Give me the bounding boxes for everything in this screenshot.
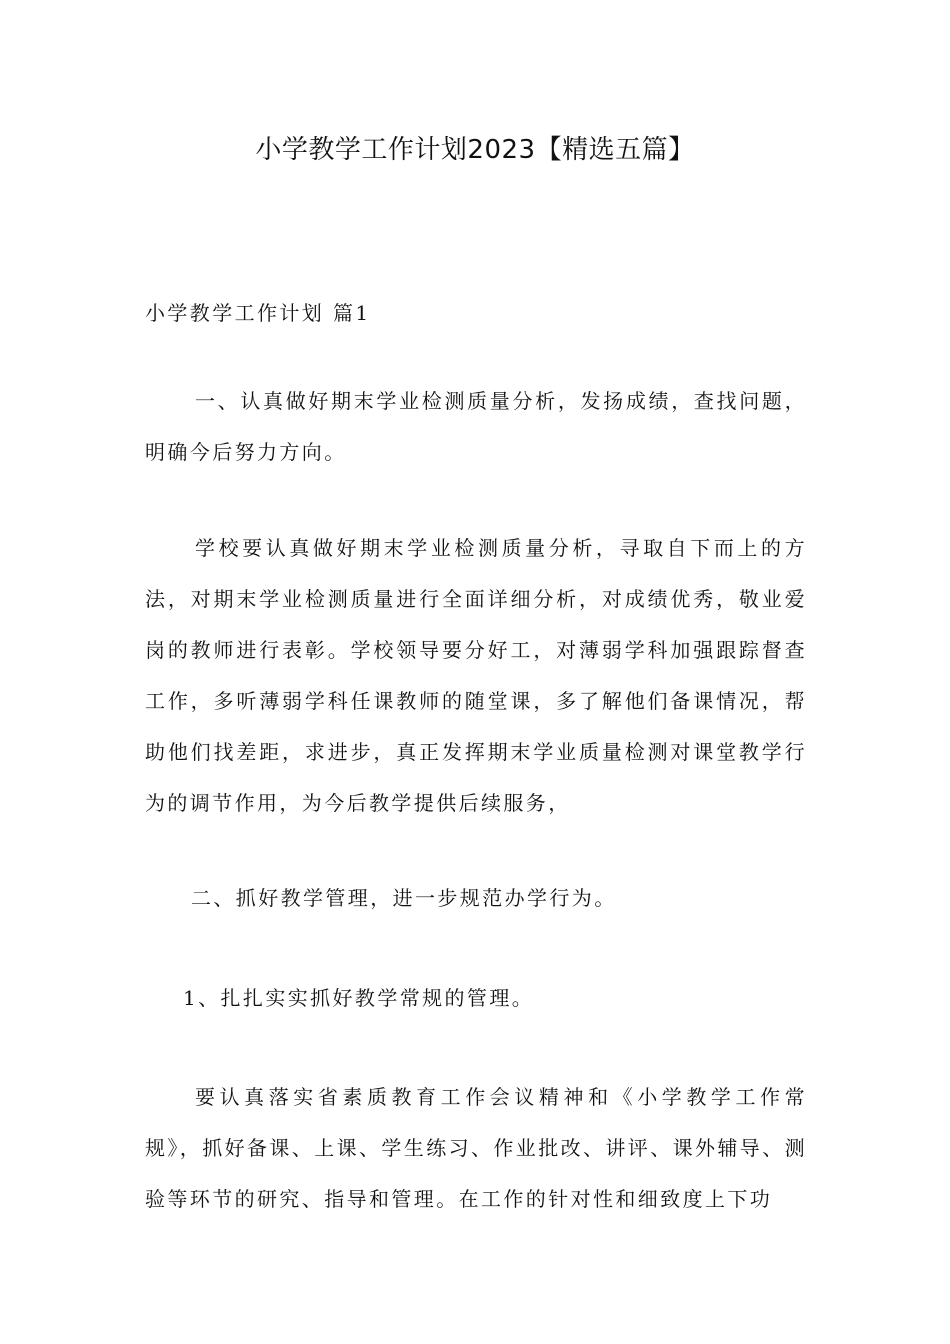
section-heading: 小学教学工作计划 篇1 xyxy=(145,301,371,325)
paragraph-5: 要认真落实省素质教育工作会议精神和《小学教学工作常规》，抓好备课、上课、学生练习、作业批改、讲评、课外辅导、测验等环节的研究、指导和管理。在工作的针对性和细致度上下功 xyxy=(145,1085,807,1211)
paragraph-3: 二、抓好教学管理，进一步规范办学行为。 xyxy=(191,886,617,910)
paragraph-2: 学校要认真做好期末学业检测质量分析，寻取自下而上的方法，对期末学业检测质量进行全面详细分析，对成绩优秀，敬业爱岗的教师进行表彰。学校领导要分好工，对薄弱学科加强跟踪督查工作，多听薄弱学科任课教师的随堂课，多了解他们备课情况，帮助他们找差距，求进步，真正发挥期末学业质量检测对课堂教学行为的调节作用，为今后教学提供后续服务， xyxy=(145,536,807,815)
document-title: 小学教学工作计划2023【精选五篇】 xyxy=(255,135,695,165)
paragraph-1: 一、认真做好期末学业检测质量分析，发扬成绩，查找问题，明确今后努力方向。 xyxy=(145,389,807,464)
paragraph-4: 1、扎扎实实抓好教学常规的管理。 xyxy=(183,986,535,1010)
